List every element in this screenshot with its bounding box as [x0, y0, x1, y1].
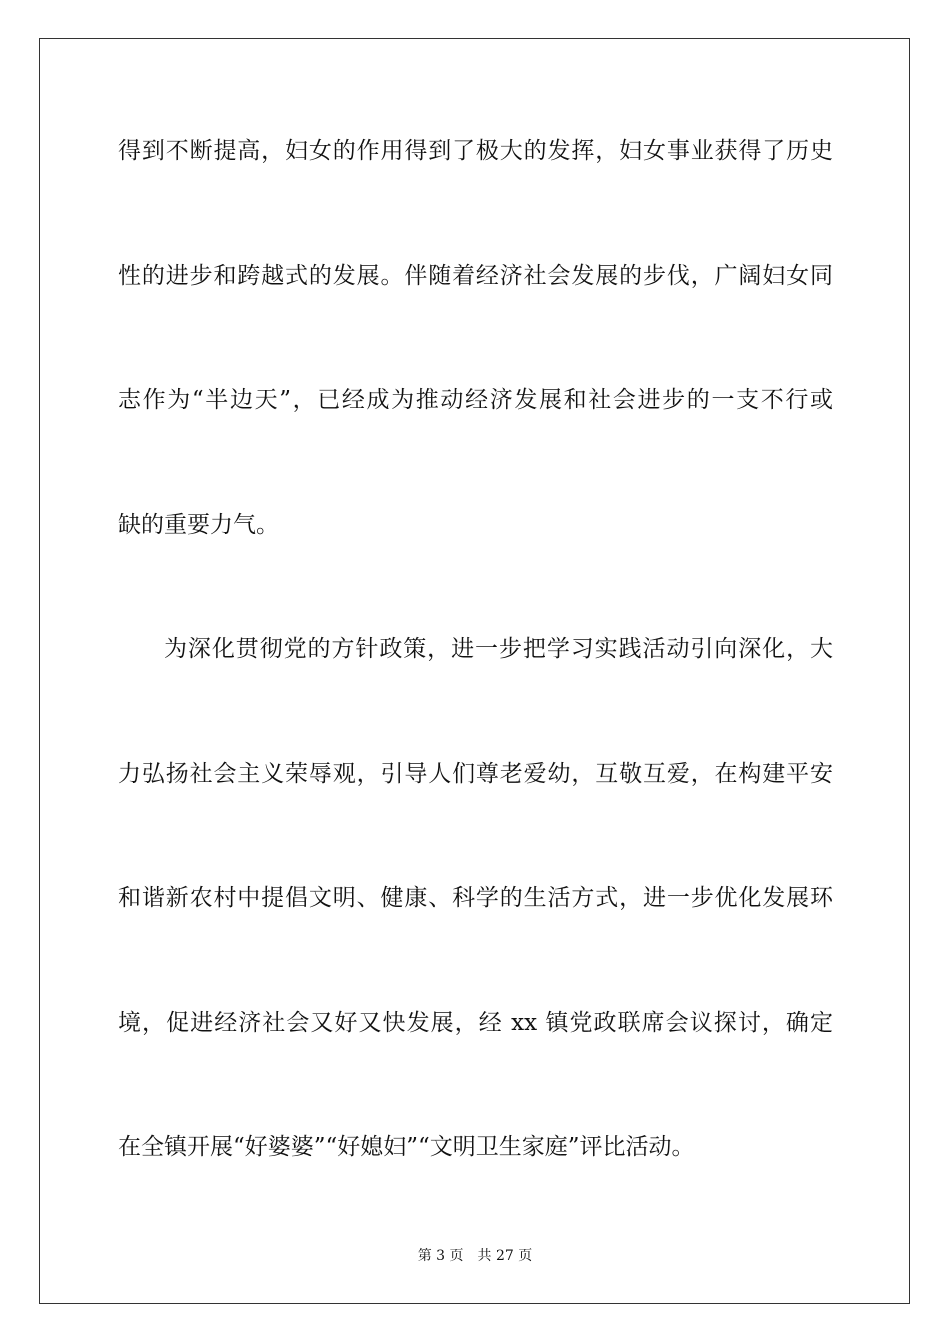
- paragraph-2-line-4: 境，促进经济社会又好又快发展，经 xx 镇党政联席会议探讨，确定: [118, 1010, 833, 1036]
- paragraph-1-line-4: 缺的重要力气。: [118, 512, 279, 538]
- paragraph-2-line-2: 力弘扬社会主义荣辱观，引导人们尊老爱幼，互敬互爱，在构建平安: [118, 761, 833, 787]
- page-footer: [0, 1247, 950, 1265]
- page-frame: [39, 38, 910, 1304]
- paragraph-1-line-2: 性的进步和跨越式的发展。伴随着经济社会发展的步伐，广阔妇女同: [118, 263, 833, 289]
- paragraph-2-line-5: 在全镇开展“好婆婆”“好媳妇”“文明卫生家庭”评比活动。: [118, 1134, 695, 1160]
- page-number-label: 第 3 页 共 27 页: [417, 1248, 533, 1264]
- paragraph-2-line-3: 和谐新农村中提倡文明、健康、科学的生活方式，进一步优化发展环: [118, 885, 833, 911]
- paragraph-2-line-1: 为深化贯彻党的方针政策，进一步把学习实践活动引向深化，大: [164, 636, 833, 662]
- paragraph-1-line-1: 得到不断提高，妇女的作用得到了极大的发挥，妇女事业获得了历史: [118, 138, 833, 164]
- paragraph-1-line-3: 志作为“半边天”，已经成为推动经济发展和社会进步的一支不行或: [118, 387, 833, 413]
